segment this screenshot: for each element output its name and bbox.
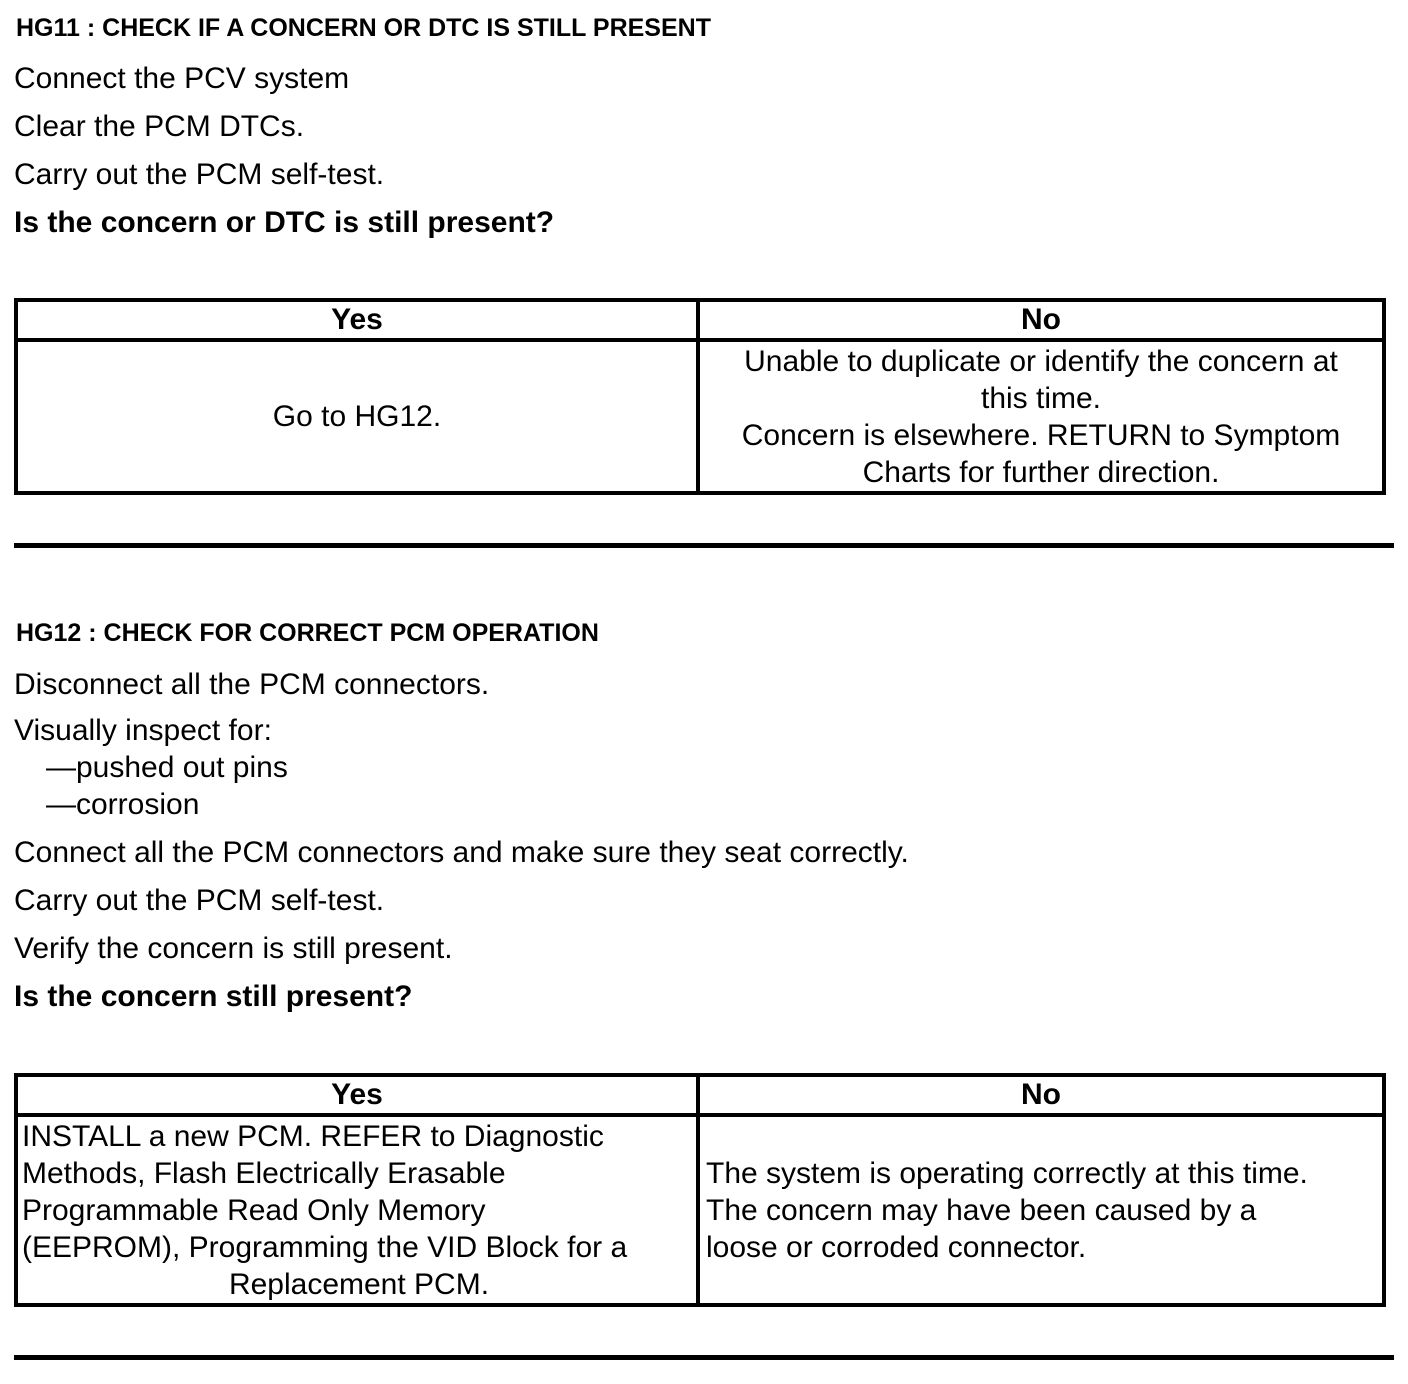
hg11-no-line-4: Charts for further direction. — [862, 455, 1220, 489]
hg12-no-line-1: The system is operating correctly at this time. — [706, 1156, 1308, 1190]
hg12-yes-line-4: (EEPROM), Programming the VID Block for a — [22, 1230, 628, 1264]
hg12-yes-line-1: INSTALL a new PCM. REFER to Diagnostic — [22, 1119, 604, 1153]
hg11-no-header: No — [698, 300, 1384, 340]
hg12-step-4: Carry out the PCM self-test. — [14, 884, 385, 917]
hg12-question: Is the concern still present? — [14, 980, 413, 1013]
hg11-no-line-1: Unable to duplicate or identify the concern at — [744, 344, 1338, 378]
hg11-step-1: Connect the PCV system — [14, 62, 350, 95]
section-divider — [14, 543, 1394, 548]
hg11-yes-header: Yes — [16, 300, 698, 340]
hg11-step-2: Clear the PCM DTCs. — [14, 110, 305, 143]
hg12-step-2: Visually inspect for: — [14, 714, 272, 747]
hg12-step-1: Disconnect all the PCM connectors. — [14, 668, 490, 701]
hg12-step-3: Connect all the PCM connectors and make sure they seat correctly. — [14, 836, 909, 869]
hg11-no-line-3: Concern is elsewhere. RETURN to Symptom — [741, 418, 1341, 452]
hg12-no-header: No — [698, 1075, 1384, 1115]
hg11-yes-text: Go to HG12. — [272, 400, 442, 433]
hg12-answer-table — [14, 1073, 1386, 1307]
hg11-answer-table — [14, 298, 1386, 495]
hg11-question: Is the concern or DTC is still present? — [14, 206, 555, 239]
hg11-no-cell — [698, 340, 1384, 493]
hg12-substep-corrosion: —corrosion — [46, 788, 200, 821]
hg12-yes-line-2: Methods, Flash Electrically Erasable — [22, 1156, 506, 1190]
hg11-step-3: Carry out the PCM self-test. — [14, 158, 385, 191]
hg12-no-cell — [698, 1115, 1384, 1305]
hg12-substep-pins: —pushed out pins — [46, 751, 288, 784]
hg11-title: HG11 : CHECK IF A CONCERN OR DTC IS STILL PRESENT — [16, 14, 711, 42]
hg12-step-5: Verify the concern is still present. — [14, 932, 453, 965]
hg12-yes-cell — [16, 1115, 698, 1305]
bottom-divider — [14, 1355, 1394, 1360]
hg12-yes-line-3: Programmable Read Only Memory — [22, 1193, 486, 1227]
hg11-no-line-2: this time. — [980, 381, 1102, 415]
hg12-yes-line-5: Replacement PCM. — [228, 1267, 490, 1301]
hg12-no-line-3: loose or corroded connector. — [706, 1230, 1087, 1264]
hg12-no-line-2: The concern may have been caused by a — [706, 1193, 1257, 1227]
hg12-yes-header: Yes — [16, 1075, 698, 1115]
hg11-yes-cell — [16, 340, 698, 493]
hg12-title: HG12 : CHECK FOR CORRECT PCM OPERATION — [16, 619, 599, 647]
